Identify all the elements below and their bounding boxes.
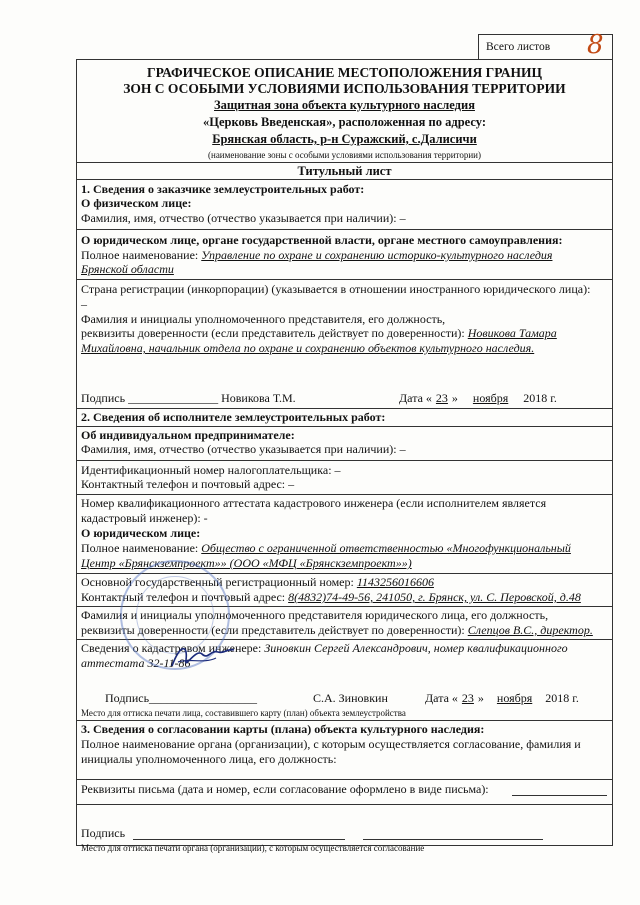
zone-name-line1: Защитная зона объекта культурного наследия [214,98,475,112]
section2-rep-line2: реквизиты доверенности (если представитель действует по доверенности): Слепцов В.С., директор. [81,623,593,637]
section2-ip-fio: Фамилия, имя, отчество (отчество указывается при наличии): – [81,442,406,456]
section2-ip-heading: Об индивидуальном предпринимателе: [81,428,295,442]
divider [77,179,612,180]
divider [77,408,612,409]
zone-name-line3: Брянская область, р-н Суражский, с.Далисичи [212,132,477,146]
zone-name-line2: «Церковь Введенская», расположенная по адресу: [203,115,486,129]
section2-engineer-value-cont: аттестата 32-11-86 [81,656,191,670]
section2-cert-line2: кадастровый инженер): - [81,511,208,525]
title-sheet-form [76,59,613,853]
section1-legal-name-label: Полное наименование: [81,248,202,262]
section2-legal-name-value-cont: Центр «Брянскземпроект»» (ООО «МФЦ «Брянскземпроект»») [81,556,412,570]
divider [77,779,612,780]
section3-signature-blank [133,839,345,840]
section1-rep-line1: Фамилия и инициалы уполномоченного представителя, его должность, [81,312,446,326]
section2-contact2: Контактный телефон и почтовый адрес: 8(4832)74-49-56, 241050, г. Брянск, ул. С. Перовской, д.48 [81,590,581,604]
section3-heading: 3. Сведения о согласовании карты (плана) объекта культурного наследия: [81,722,485,736]
section2-signer-name: С.А. Зиновкин [313,691,388,705]
section1-phys-fio: Фамилия, имя, отчество (отчество указывается при наличии): – [81,211,406,225]
section2-cert-line1: Номер квалификационного аттестата кадастрового инженера (если исполнителем является [81,496,547,510]
section1-legal-name-value: Управление по охране и сохранению историко-культурного наследия [201,248,553,262]
title-sheet-heading: Титульный лист [297,164,392,178]
divider [77,229,612,230]
section1-country-line: Страна регистрации (инкорпорации) (указывается в отношении иностранного юридического лица): [81,282,591,296]
section1-rep-value: Новикова Тамара [467,326,557,340]
section1-signature-line: Подпись _______________ Новикова Т.М. [81,391,296,405]
document-title-line2: ЗОН С ОСОБЫМИ УСЛОВИЯМИ ИСПОЛЬЗОВАНИЯ ТЕРРИТОРИИ [123,81,566,96]
divider [77,804,612,805]
section2-ogrn: Основной государственный регистрационный номер: 1143256016606 [81,575,434,589]
section2-stamp-caption: Место для оттиска печати лица, составившего карту (план) объекта землеустройства [81,708,406,718]
section2-heading: 2. Сведения об исполнителе землеустроительных работ: [81,410,386,424]
divider [77,494,612,495]
section1-rep-line2 [81,326,557,340]
document-title-line1: ГРАФИЧЕСКОЕ ОПИСАНИЕ МЕСТОПОЛОЖЕНИЯ ГРАНИЦ [146,65,543,80]
divider [77,279,612,280]
section1-legal-name-value-cont: Брянской области [81,262,174,276]
section3-letter-blank [512,795,607,796]
zone-caption: (наименование зоны с особыми условиями использования территории) [208,150,481,160]
sheet-count-box [478,30,613,60]
section2-ogrn-value: 1143256016606 [356,575,434,589]
section3-name-blank [363,839,543,840]
section1-date-month: ноября [472,391,509,405]
section2-inn: Идентификационный номер налогоплательщика: – [81,463,341,477]
section3-signature-label: Подпись [81,826,126,840]
section2-signature-blank: __________________ [149,691,257,705]
section2-date-month: ноября [496,691,533,705]
divider [77,720,612,721]
section2-date-day: 23 [461,691,474,705]
section3-letter-label: Реквизиты письма (дата и номер, если согласование оформлено в виде письма): [81,782,489,796]
section1-phys-heading: О физическом лице: [81,196,192,210]
section2-legal-name-value: Общество с ограниченной ответственностью «Многофункциональный [201,541,571,555]
section2-contact2-value: 8(4832)74-49-56, 241050, г. Брянск, ул. С. Перовской, д.48 [288,590,581,604]
section1-legal-heading: О юридическом лице, органе государственной власти, органе местного самоуправления: [81,233,563,247]
sheet-count-value: 8 [587,30,604,60]
divider [77,426,612,427]
section1-country-value: – [81,297,87,311]
section1-rep-label: реквизиты доверенности (если представитель действует по доверенности): [81,326,468,340]
section3-line1: Полное наименование органа (организации), с которым осуществляется согласование, фамилия и [81,737,581,751]
section3-stamp-caption: Место для оттиска печати органа (организации), с которым осуществляется согласование [81,843,425,853]
section2-engineer: Сведения о кадастровом инженере: Зиновкин Сергей Александрович, номер квалификационного [81,641,568,655]
section2-legal-name: Полное наименование: Общество с ограниченной ответственностью «Многофункциональный [81,541,571,555]
divider [77,162,612,163]
section1-rep-value-cont: Михайловна, начальник отдела по охране и сохранению объектов культурного наследия. [81,341,535,355]
section2-rep-value: Слепцов В.С., директор. [467,623,593,637]
divider [77,460,612,461]
section1-legal-name [81,248,552,262]
sheet-count-label: Всего листов [486,41,551,53]
section2-contact: Контактный телефон и почтовый адрес: – [81,477,295,491]
section1-date: Дата « 23 » ноября 2018 г. [399,391,557,405]
section2-rep-line1: Фамилия и инициалы уполномоченного представителя юридического лица, его должность, [81,608,549,622]
section2-date: Дата « 23 » ноября 2018 г. [425,691,579,705]
section3-line2: инициалы уполномоченного лица, его должность: [81,752,337,766]
section2-legal-heading: О юридическом лице: [81,526,201,540]
section2-signature-label: Подпись [105,691,150,705]
handwritten-signature [168,640,238,674]
section1-date-day: 23 [435,391,448,405]
section1-heading: 1. Сведения о заказчике землеустроительных работ: [81,182,365,196]
section2-engineer-value: Зиновкин Сергей Александрович, номер квалификационного [264,641,568,655]
